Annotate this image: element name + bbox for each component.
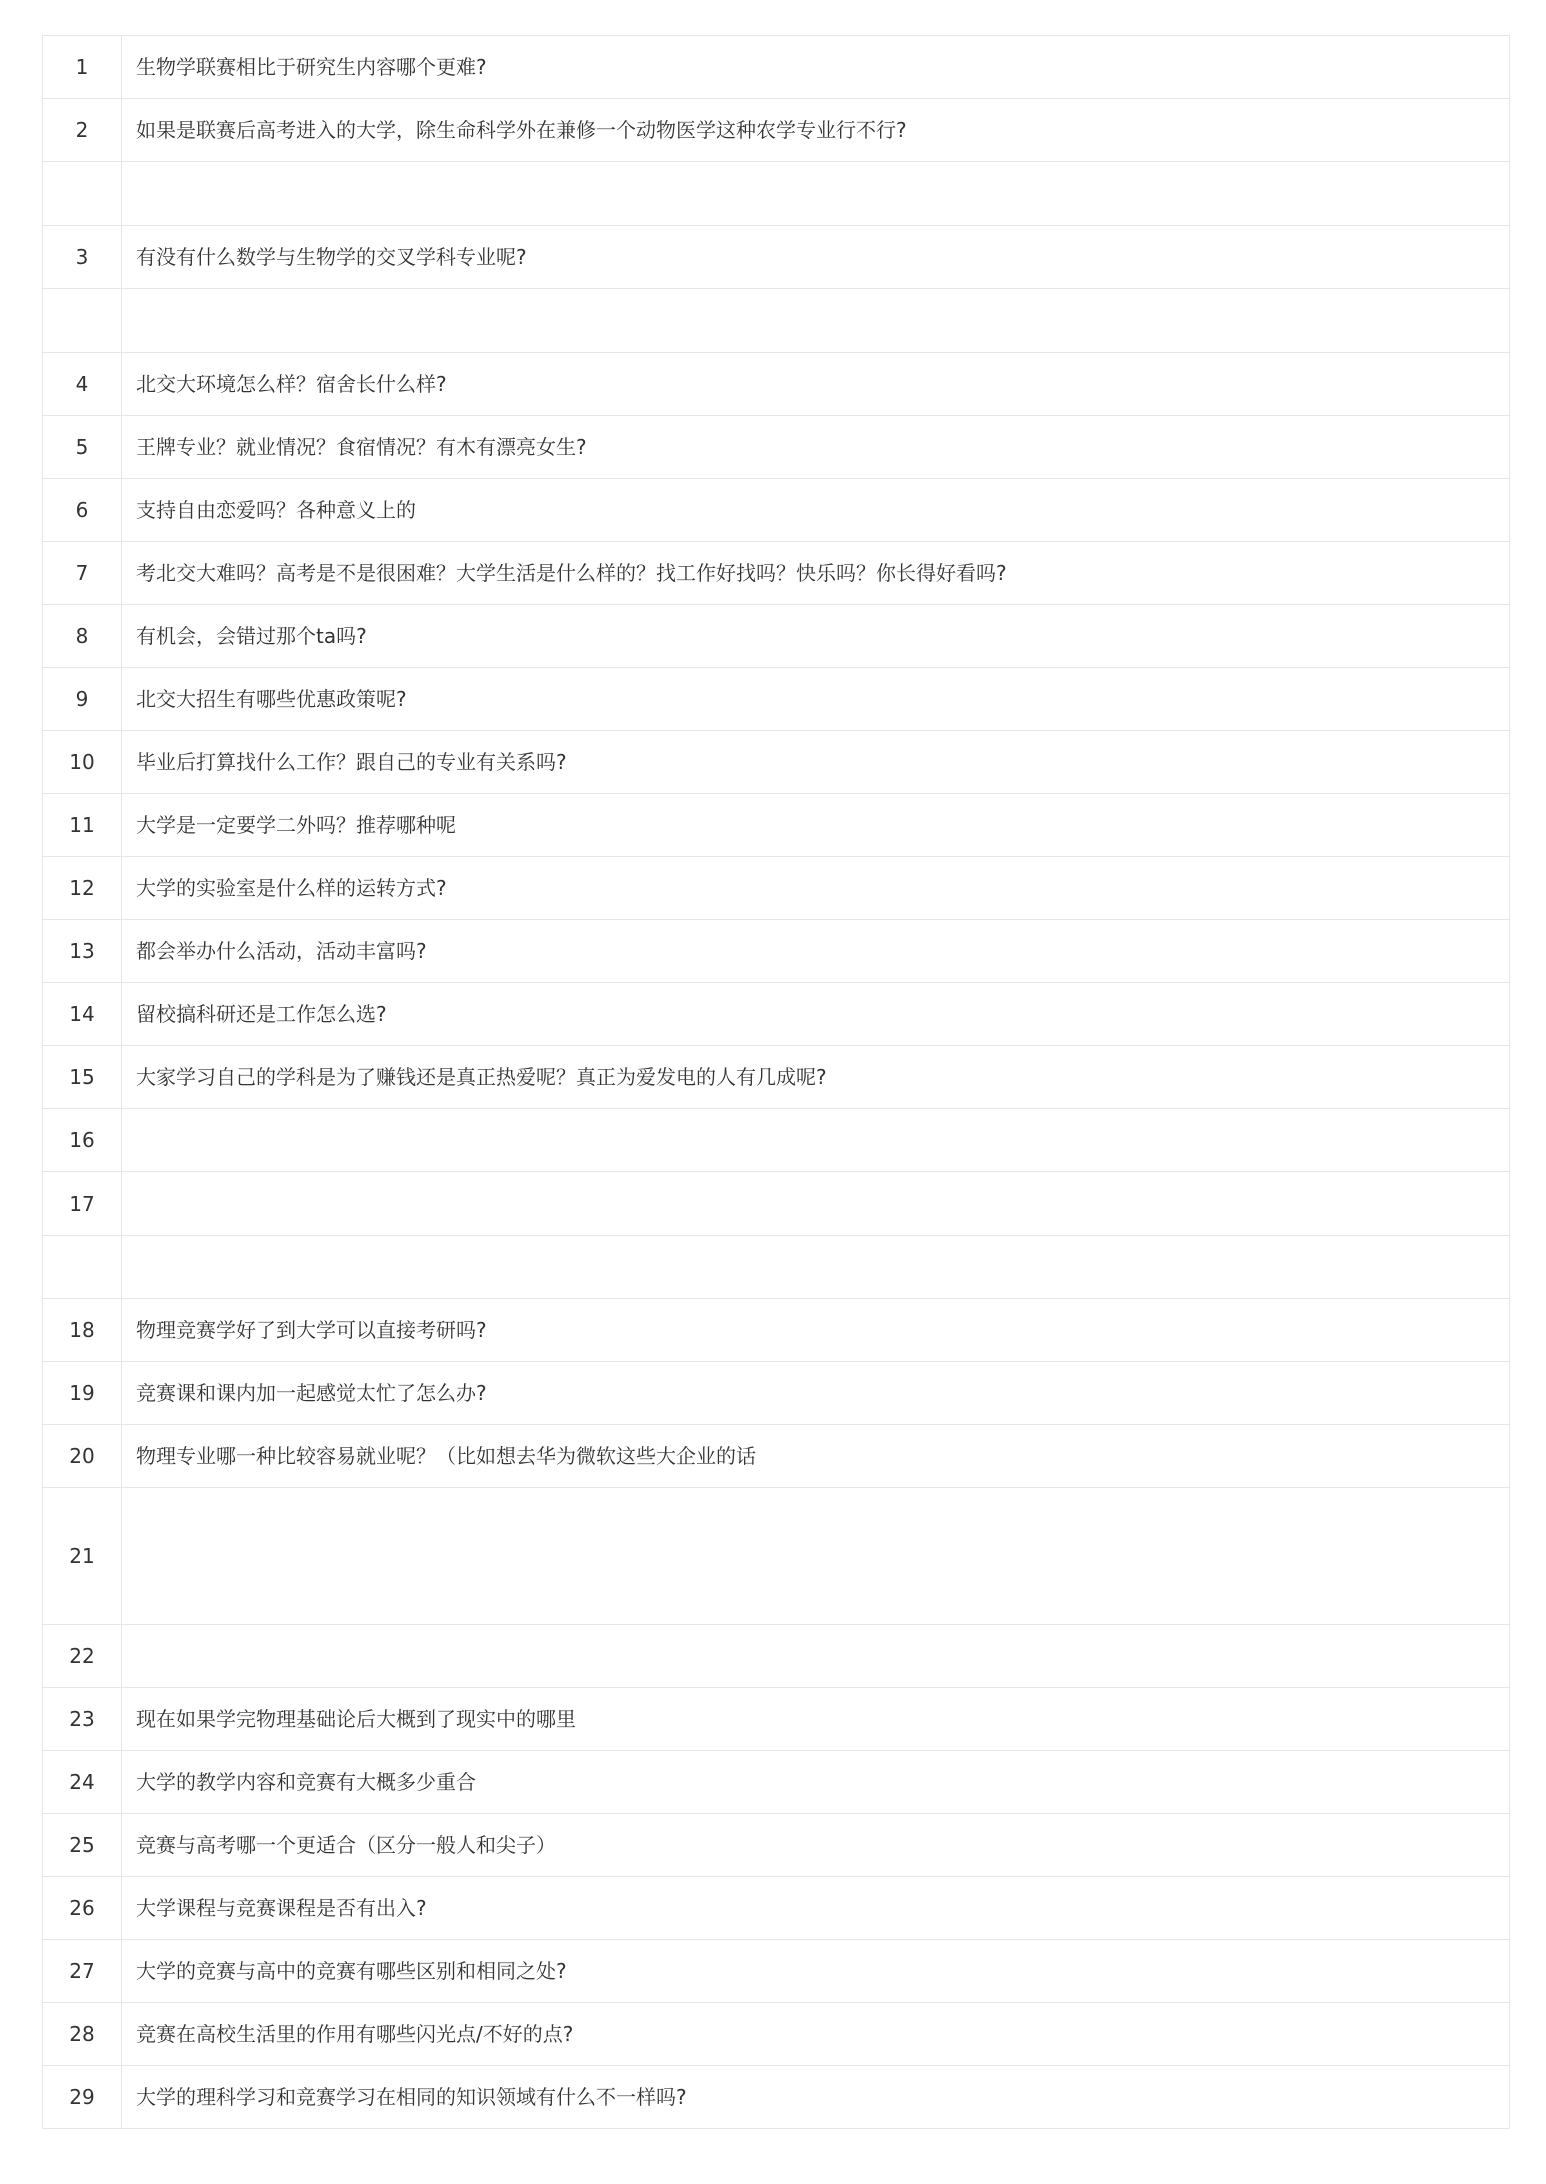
table-row — [43, 479, 1510, 542]
table-row — [43, 1877, 1510, 1940]
table-row — [43, 1236, 1510, 1299]
table-row — [43, 668, 1510, 731]
table-row — [43, 605, 1510, 668]
row-number: 12 — [43, 857, 122, 920]
row-number: 19 — [43, 1362, 122, 1425]
row-number: 13 — [43, 920, 122, 983]
table-row — [43, 1625, 1510, 1688]
table-row — [43, 1940, 1510, 2003]
question-text — [122, 1488, 1510, 1625]
row-number: 20 — [43, 1425, 122, 1488]
table-row — [43, 1425, 1510, 1488]
table-row — [43, 920, 1510, 983]
question-text: 现在如果学完物理基础论后大概到了现实中的哪里 — [122, 1688, 1510, 1751]
row-number: 17 — [43, 1172, 122, 1236]
question-text: 大学的实验室是什么样的运转方式? — [122, 857, 1510, 920]
row-number: 7 — [43, 542, 122, 605]
table-row — [43, 416, 1510, 479]
row-number: 2 — [43, 99, 122, 162]
question-text — [122, 162, 1510, 226]
table-row — [43, 983, 1510, 1046]
question-text — [122, 1109, 1510, 1172]
row-number: 15 — [43, 1046, 122, 1109]
question-text: 毕业后打算找什么工作？跟自己的专业有关系吗? — [122, 731, 1510, 794]
row-number — [43, 289, 122, 353]
table-row — [43, 1751, 1510, 1814]
row-number: 22 — [43, 1625, 122, 1688]
empty-row — [43, 162, 1510, 226]
empty-row — [43, 1172, 1510, 1236]
table-row — [43, 1814, 1510, 1877]
question-text: 北交大环境怎么样？宿舍长什么样? — [122, 353, 1510, 416]
question-text: 大学课程与竞赛课程是否有出入? — [122, 1877, 1510, 1940]
row-number: 8 — [43, 605, 122, 668]
question-text: 如果是联赛后高考进入的大学，除生命科学外在兼修一个动物医学这种农学专业行不行? — [122, 99, 1510, 162]
row-number: 16 — [43, 1109, 122, 1172]
question-text: 竞赛在高校生活里的作用有哪些闪光点/不好的点? — [122, 2003, 1510, 2066]
question-text — [122, 1236, 1510, 1299]
table-row — [43, 99, 1510, 162]
question-text: 北交大招生有哪些优惠政策呢? — [122, 668, 1510, 731]
question-table — [42, 35, 1510, 2129]
table-row — [43, 1046, 1510, 1109]
row-number: 3 — [43, 226, 122, 289]
table-row — [43, 1688, 1510, 1751]
question-text: 留校搞科研还是工作怎么选? — [122, 983, 1510, 1046]
question-text: 大学的教学内容和竞赛有大概多少重合 — [122, 1751, 1510, 1814]
row-number: 11 — [43, 794, 122, 857]
question-text: 考北交大难吗？高考是不是很困难？大学生活是什么样的？找工作好找吗？快乐吗？你长得好看吗? — [122, 542, 1510, 605]
row-number: 24 — [43, 1751, 122, 1814]
question-text: 支持自由恋爱吗？各种意义上的 — [122, 479, 1510, 542]
question-text: 生物学联赛相比于研究生内容哪个更难? — [122, 36, 1510, 99]
question-text: 有没有什么数学与生物学的交叉学科专业呢? — [122, 226, 1510, 289]
question-text: 都会举办什么活动，活动丰富吗? — [122, 920, 1510, 983]
table-row — [43, 1362, 1510, 1425]
row-number: 28 — [43, 2003, 122, 2066]
question-text: 物理专业哪一种比较容易就业呢？（比如想去华为微软这些大企业的话 — [122, 1425, 1510, 1488]
question-text: 大家学习自己的学科是为了赚钱还是真正热爱呢？真正为爱发电的人有几成呢? — [122, 1046, 1510, 1109]
row-number: 21 — [43, 1488, 122, 1625]
question-text: 大学的理科学习和竞赛学习在相同的知识领域有什么不一样吗? — [122, 2066, 1510, 2129]
question-text: 竞赛与高考哪一个更适合（区分一般人和尖子） — [122, 1814, 1510, 1877]
row-number: 14 — [43, 983, 122, 1046]
row-number — [43, 162, 122, 226]
question-text — [122, 1172, 1510, 1236]
row-number: 23 — [43, 1688, 122, 1751]
row-number: 27 — [43, 1940, 122, 2003]
row-number: 18 — [43, 1299, 122, 1362]
question-text: 竞赛课和课内加一起感觉太忙了怎么办? — [122, 1362, 1510, 1425]
question-text: 王牌专业？就业情况？食宿情况？有木有漂亮女生? — [122, 416, 1510, 479]
empty-row — [43, 289, 1510, 353]
row-number: 1 — [43, 36, 122, 99]
question-text: 大学的竞赛与高中的竞赛有哪些区别和相同之处? — [122, 1940, 1510, 2003]
row-number: 9 — [43, 668, 122, 731]
question-text: 物理竞赛学好了到大学可以直接考研吗? — [122, 1299, 1510, 1362]
table-row — [43, 2066, 1510, 2129]
row-number: 6 — [43, 479, 122, 542]
row-number: 26 — [43, 1877, 122, 1940]
question-text: 大学是一定要学二外吗？推荐哪种呢 — [122, 794, 1510, 857]
row-number: 25 — [43, 1814, 122, 1877]
question-table-container — [42, 35, 1509, 2129]
table-row — [43, 794, 1510, 857]
row-number: 10 — [43, 731, 122, 794]
table-row — [43, 542, 1510, 605]
table-row — [43, 2003, 1510, 2066]
question-text — [122, 1625, 1510, 1688]
table-row — [43, 731, 1510, 794]
question-text: 有机会，会错过那个ta吗? — [122, 605, 1510, 668]
table-row — [43, 857, 1510, 920]
table-row — [43, 1488, 1510, 1625]
table-row — [43, 1299, 1510, 1362]
table-row — [43, 36, 1510, 99]
table-row — [43, 1109, 1510, 1172]
row-number — [43, 1236, 122, 1299]
table-row — [43, 226, 1510, 289]
question-text — [122, 289, 1510, 353]
row-number: 5 — [43, 416, 122, 479]
row-number: 29 — [43, 2066, 122, 2129]
row-number: 4 — [43, 353, 122, 416]
table-row — [43, 353, 1510, 416]
